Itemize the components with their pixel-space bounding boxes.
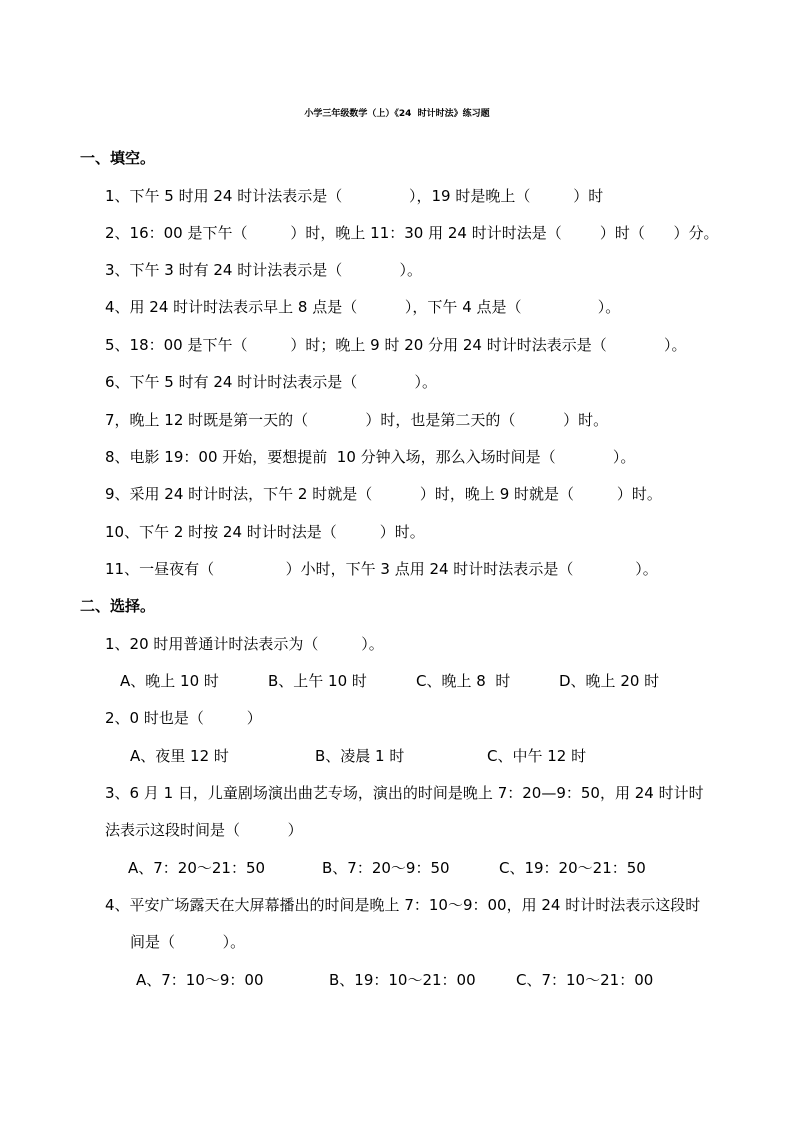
- choice-option: B、凌晨 1 时: [315, 747, 405, 765]
- question-1-5: 5、18：00 是下午（ ）时；晚上 9 时 20 分用 24 时计时法表示是（ ）。: [105, 336, 687, 354]
- choice-option: C、中午 12 时: [487, 747, 587, 765]
- question-1-1: 1、下午 5 时用 24 时计法表示是（ ），19 时是晚上（ ）时: [105, 187, 604, 205]
- section-heading-choice: 二、选择。: [80, 597, 156, 615]
- section-heading-fill-in: 一、填空。: [80, 149, 156, 167]
- choice-question-1: 1、20 时用普通计时法表示为（ ）。: [105, 635, 384, 653]
- choice-option: C、19：20～21：50: [499, 859, 646, 877]
- question-1-11: 11、一昼夜有（ ）小时，下午 3 点用 24 时计时法表示是（ ）。: [105, 560, 658, 578]
- choice-question-4-line2: 间是（ ）。: [130, 933, 246, 951]
- choice-option: B、上午 10 时: [268, 672, 367, 690]
- choice-option: C、7：10～21：00: [516, 971, 654, 989]
- question-1-9: 9、采用 24 时计时法，下午 2 时就是（ ）时，晚上 9 时就是（ ）时。: [105, 485, 662, 503]
- choice-option: A、7：20～21：50: [128, 859, 266, 877]
- choice-question-3-line2: 法表示这段时间是（ ）: [105, 821, 303, 839]
- question-1-7: 7，晚上 12 时既是第一天的（ ）时，也是第二天的（ ）时。: [105, 411, 609, 429]
- question-1-3: 3、下午 3 时有 24 时计法表示是（ ）。: [105, 261, 422, 279]
- choice-option: A、夜里 12 时: [130, 747, 229, 765]
- page-title: 小学三年级数学（上）《24 时计时法》练习题: [304, 109, 490, 119]
- question-1-10: 10、下午 2 时按 24 时计时法是（ ）时。: [105, 523, 425, 541]
- question-1-2: 2、16：00 是下午（ ）时，晚上 11：30 用 24 时计时法是（ ）时（ ）分。: [105, 224, 719, 242]
- choice-option: C、晚上 8 时: [416, 672, 511, 690]
- choice-option: A、晚上 10 时: [120, 672, 219, 690]
- choice-option: A、7：10～9：00: [136, 971, 264, 989]
- question-1-6: 6、下午 5 时有 24 时计时法表示是（ ）。: [105, 373, 437, 391]
- choice-question-2: 2、0 时也是（ ）: [105, 709, 262, 727]
- choice-question-4-line1: 4、平安广场露天在大屏幕播出的时间是晚上 7：10～9：00，用 24 时计时法表示这段时: [105, 896, 701, 914]
- choice-option: B、7：20～9：50: [322, 859, 450, 877]
- choice-question-3-line1: 3、6 月 1 日，儿童剧场演出曲艺专场，演出的时间是晚上 7：20—9：50，用 24 时计时: [105, 784, 704, 802]
- question-1-8: 8、电影 19：00 开始，要想提前 10 分钟入场，那么入场时间是（ ）。: [105, 448, 636, 466]
- choice-option: D、晚上 20 时: [559, 672, 660, 690]
- question-1-4: 4、用 24 时计时法表示早上 8 点是（ ），下午 4 点是（ ）。: [105, 298, 621, 316]
- choice-option: B、19：10～21：00: [329, 971, 476, 989]
